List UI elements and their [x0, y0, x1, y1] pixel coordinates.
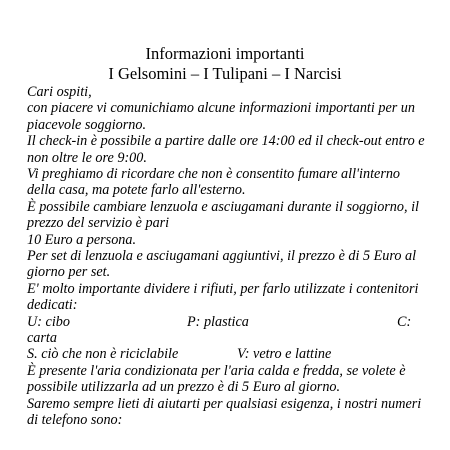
bin-paper-word: carta: [27, 330, 57, 347]
bin-food: U: cibo: [27, 313, 70, 330]
bins-row-2: [27, 330, 427, 346]
checkin-paragraph: Il check-in è possibile a partire dalle ore 14:00 ed il check-out entro e non oltre le ore 9:00.: [27, 133, 425, 166]
smoking-paragraph: Vi preghiamo di ricordare che non è consentito fumare all'interno della casa, ma potete farlo all'esterno.: [27, 166, 401, 199]
aircon-paragraph: È presente l'aria condizionata per l'aria calda e fredda, se volete è possibile utilizzarla ad un prezzo è di 5 Euro al giorno.: [27, 362, 406, 396]
bin-paper-label: C:: [397, 313, 412, 330]
closing-paragraph: Saremo sempre lieti di aiutarti per qualsiasi esigenza, i nostri numeri di telefono sono:: [27, 395, 422, 429]
document-body: [27, 84, 427, 428]
greeting-paragraph: Cari ospiti,: [27, 84, 92, 100]
document-subtitle: I Gelsomini – I Tulipani – I Narcisi: [108, 64, 342, 83]
bins-row-1: [27, 314, 427, 330]
linen-price-paragraph: 10 Euro a persona.: [27, 231, 137, 248]
linen-change-paragraph: È possibile cambiare lenzuola e asciugamani durante il soggiorno, il prezzo del servizio è pari: [27, 198, 419, 232]
extra-linen-paragraph: Per set di lenzuola e asciugamani aggiuntivi, il prezzo è di 5 Euro al giorno per set.: [27, 248, 417, 281]
bin-plastic: P: plastica: [187, 313, 249, 330]
bins-row-3: [27, 346, 427, 362]
document-title: Informazioni importanti: [145, 44, 305, 63]
bin-non-recyclable: S. ciò che non è riciclabile: [27, 346, 179, 363]
recycling-paragraph: E' molto importante dividere i rifiuti, per farlo utilizzate i contenitori dedicati:: [27, 280, 419, 314]
bin-glass: V: vetro e lattine: [237, 346, 332, 363]
intro-paragraph: con piacere vi comunichiamo alcune informazioni importanti per un piacevole soggiorno.: [27, 100, 415, 133]
